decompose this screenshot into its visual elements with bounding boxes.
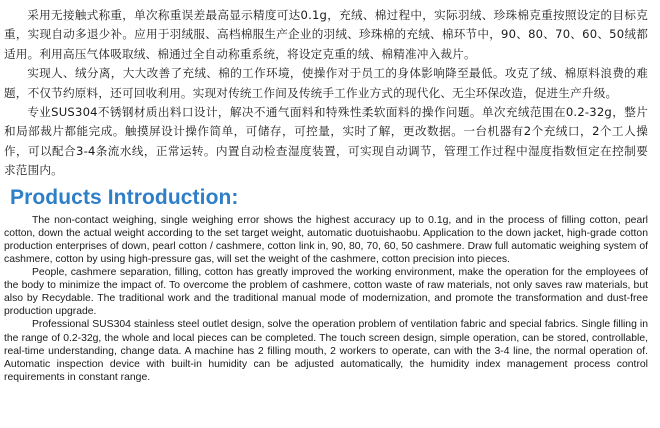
- english-description: [4, 214, 648, 384]
- chinese-paragraph-3: 专业SUS304不锈钢材质出料口设计，解决不通气面料和特殊性柔软面料的操作问题。单次充绒范围在0.2-32g，整片和局部裁片都能完成。触摸屏设计操作简单，可储存，可控量，实时了解，更改数据。一台机器有2个充绒口，2个工人操作，可以配合3-4条流水线，正常运转。内置自动检查湿度装置，可实现自动调节，管理工作过程中湿度指数恒定在控制要求范围内。: [4, 105, 648, 178]
- chinese-paragraph-2: 实现人、绒分离，大大改善了充绒、棉的工作环境，使操作对于员工的身体影响降至最低。攻克了绒、棉原料浪费的难题，不仅节约原料，还可回收利用。实现对传统工作间及传统手工作业方式的现代化、无尘环保改造，促进生产升级。: [4, 66, 648, 100]
- section-title: Products Introduction:: [10, 185, 239, 209]
- chinese-description: [4, 6, 648, 181]
- english-paragraph-2: People, cashmere separation, filling, cotton has greatly improved the working environment, make the operation for the employees of the body to minimize the impact of. To overcome the problem of cashmere, cotton waste of raw materials, not only saves raw materials, but also by Recydable. The traditional work and the traditional manual mode of modernization, and promote the transformation and dust-free production upgrade.: [4, 267, 648, 318]
- english-paragraph-3: Professional SUS304 stainless steel outlet design, solve the operation problem of ventilation fabric and special fabrics. Single filling in the range of 0.2-32g, the whole and local pieces can be completed. The touch screen design, simple operation, can be stored, controllable, real-time understanding, change data. A machine has 2 filling mouth, 2 workers to operate, can with the 3-4 line, the normal operation of. Automatic inspection device with built-in humidity can be adjusted automatically, the humidity index management process control requirements in constant range.: [4, 319, 648, 383]
- english-paragraph-1: The non-contact weighing, single weighing error shows the highest accuracy up to 0.1g, and in the process of filling cotton, pearl cotton, down the actual weight according to the set target weight, automatic duotuishaobu. Application to the down jacket, high-grade cotton production enterprises of down, pearl cotton / cashmere, cotton link in, 90, 80, 70, 60, 50 cashmere. Draw full automatic weighing system of cashmere, cotton by using high-pressure gas, will set the weight of the cashmere, cotton precision into pieces.: [4, 214, 648, 265]
- chinese-paragraph-1: 采用无接触式称重，单次称重误差最高显示精度可达0.1g，充绒、棉过程中，实际羽绒、珍珠棉克重按照设定的目标克重，实现自动多退少补。应用于羽绒服、高档棉服生产企业的羽绒、珍珠棉的充绒、棉环节中，90、80、70、60、50绒都适用。利用高压气体吸取绒、棉通过全自动称重系统，将设定克重的绒、棉精准冲入裁片。: [4, 8, 648, 61]
